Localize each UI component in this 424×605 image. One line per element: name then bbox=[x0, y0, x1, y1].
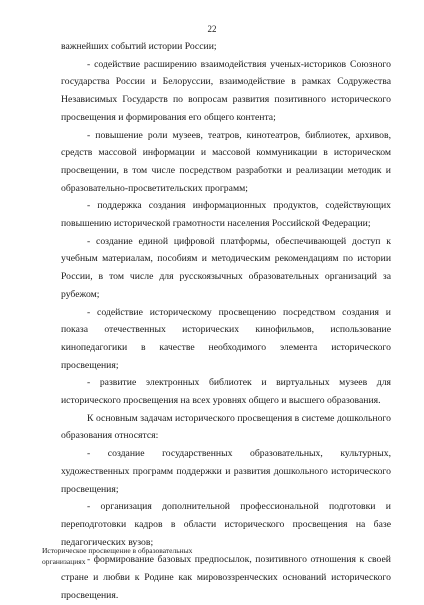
paragraph: - поддержка создания информационных продуктов, содействующих повышению исторической грамотности населения Российской Федерации; bbox=[61, 200, 391, 230]
footer-line: организациях bbox=[42, 557, 86, 566]
footer-line: Историческое просвещение в образовательных bbox=[42, 546, 193, 555]
document-body bbox=[61, 38, 391, 605]
paragraph: - формирование базовых предпосылок, позитивного отношения к своей стране и любви к Родине как мировоззренческих оснований исторического просвещения. bbox=[61, 554, 391, 601]
paragraph: - содействие расширению взаимодействия ученых-историков Союзного государства России и Белоруссии, взаимодействие в рамках Содружества Независимых Государств по вопросам развития позитивного исторического просвещения и формирования его общего контента; bbox=[61, 58, 391, 123]
paragraph: К основным задачам исторического просвещения в системе дошкольного образования относятся: bbox=[61, 412, 391, 442]
paragraph: - содействие историческому просвещению посредством создания и показа отечественных исторических кинофильмов, использование кинопедагогики в качестве необходимого элемента исторического просвещения; bbox=[61, 306, 391, 371]
page-footer bbox=[42, 545, 262, 567]
page-number: 22 bbox=[207, 24, 217, 34]
paragraph: - повышение роли музеев, театров, кинотеатров, библиотек, архивов, средств массовой информации и массовой коммуникации в историческом просвещении, в том числе посредством разработки и реализации методик и образовательно-просветительских программ; bbox=[61, 129, 391, 194]
paragraph: важнейших событий истории России; bbox=[61, 41, 217, 52]
paragraph: - организация дополнительной профессиональной подготовки и переподготовки кадров в области исторического просвещения на базе педагогических вузов; bbox=[61, 501, 391, 548]
paragraph: - развитие электронных библиотек и виртуальных музеев для исторического просвещения на всех уровнях общего и высшего образования. bbox=[61, 377, 391, 407]
paragraph: - создание единой цифровой платформы, обеспечивающей доступ к учебным материалам, пособиям и методическим рекомендациям по истории России, в том числе для русскоязычных образовательных организаций за рубежом; bbox=[61, 235, 391, 300]
paragraph: - создание государственных образовательных, культурных, художественных программ поддержки и развития дошкольного исторического просвещения; bbox=[61, 448, 391, 495]
